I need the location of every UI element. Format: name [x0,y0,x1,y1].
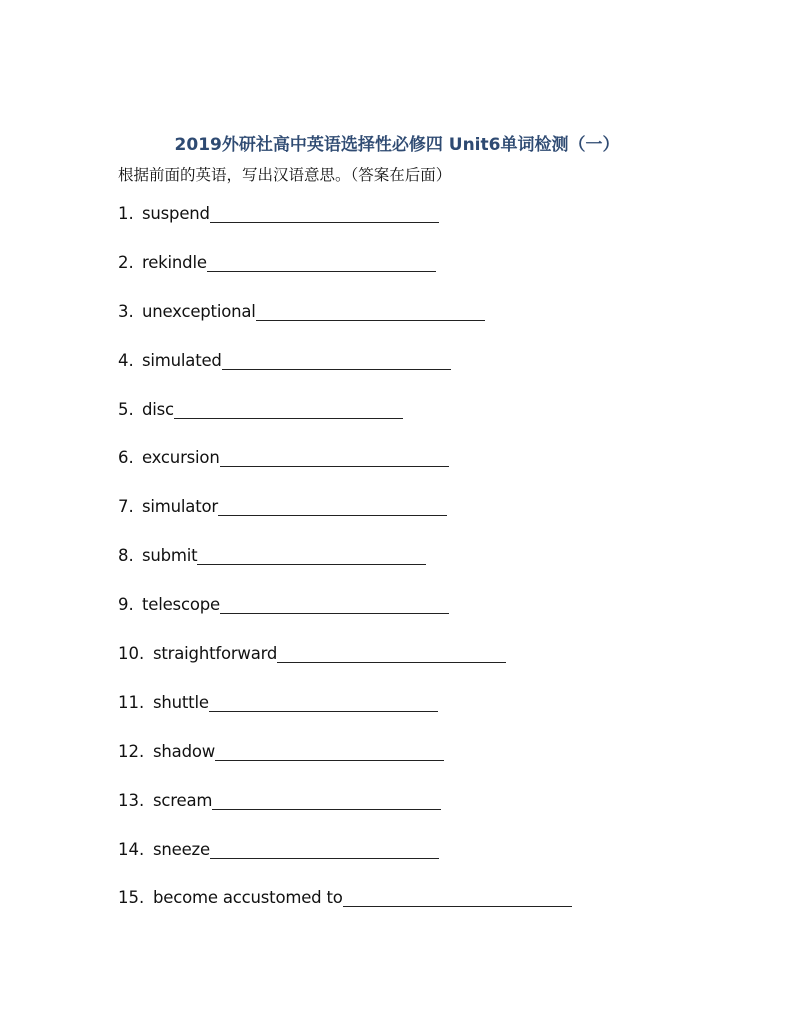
item-number: 4. [118,350,134,370]
item-number: 14. [118,839,145,859]
item-number: 2. [118,252,134,272]
answer-blank[interactable] [256,302,485,321]
list-item [118,302,572,351]
item-word: rekindle [142,252,207,272]
item-word: become accustomed to [153,888,343,908]
item-number: 1. [118,204,134,223]
answer-blank[interactable] [209,693,438,712]
answer-blank[interactable] [218,497,447,516]
answer-blank[interactable] [220,448,449,467]
item-number: 6. [118,448,134,468]
item-number: 13. [118,790,145,810]
vocabulary-list [118,204,572,937]
item-word: simulated [142,350,222,370]
list-item [118,888,572,937]
answer-blank[interactable] [220,595,449,614]
item-word: straightforward [153,644,278,664]
item-number: 15. [118,888,145,908]
item-word: shadow [153,741,216,761]
item-word: submit [142,546,198,566]
answer-blank[interactable] [210,204,439,223]
item-word: shuttle [153,692,209,712]
item-word: unexceptional [142,301,256,321]
instruction-text: 根据前面的英语，写出汉语意思。（答案在后面） [118,166,452,184]
list-item [118,351,572,400]
page-title: 2019外研社高中英语选择性必修四 Unit6单词检测（一） [174,135,620,155]
item-word: scream [153,790,213,810]
item-word: simulator [142,497,218,517]
item-word: disc [142,399,174,419]
list-item [118,546,572,595]
list-item [118,253,572,302]
item-number: 10. [118,644,145,664]
list-item [118,204,572,253]
item-number: 12. [118,741,145,761]
answer-blank[interactable] [210,840,439,859]
list-item [118,742,572,791]
answer-blank[interactable] [207,253,436,272]
item-number: 11. [118,692,145,712]
answer-blank[interactable] [174,400,403,419]
answer-blank[interactable] [197,546,426,565]
list-item [118,840,572,889]
list-item [118,595,572,644]
answer-blank[interactable] [343,888,572,907]
item-word: telescope [142,595,220,615]
list-item [118,400,572,449]
item-number: 7. [118,497,134,517]
item-number: 5. [118,399,134,419]
answer-blank[interactable] [212,791,441,810]
list-item [118,791,572,840]
list-item [118,448,572,497]
answer-blank[interactable] [222,351,451,370]
list-item [118,644,572,693]
item-word: suspend [142,204,210,223]
item-number: 8. [118,546,134,566]
item-number: 9. [118,595,134,615]
item-number: 3. [118,301,134,321]
item-word: sneeze [153,839,210,859]
list-item [118,497,572,546]
answer-blank[interactable] [215,742,444,761]
answer-blank[interactable] [277,644,506,663]
list-item [118,693,572,742]
item-word: excursion [142,448,220,468]
